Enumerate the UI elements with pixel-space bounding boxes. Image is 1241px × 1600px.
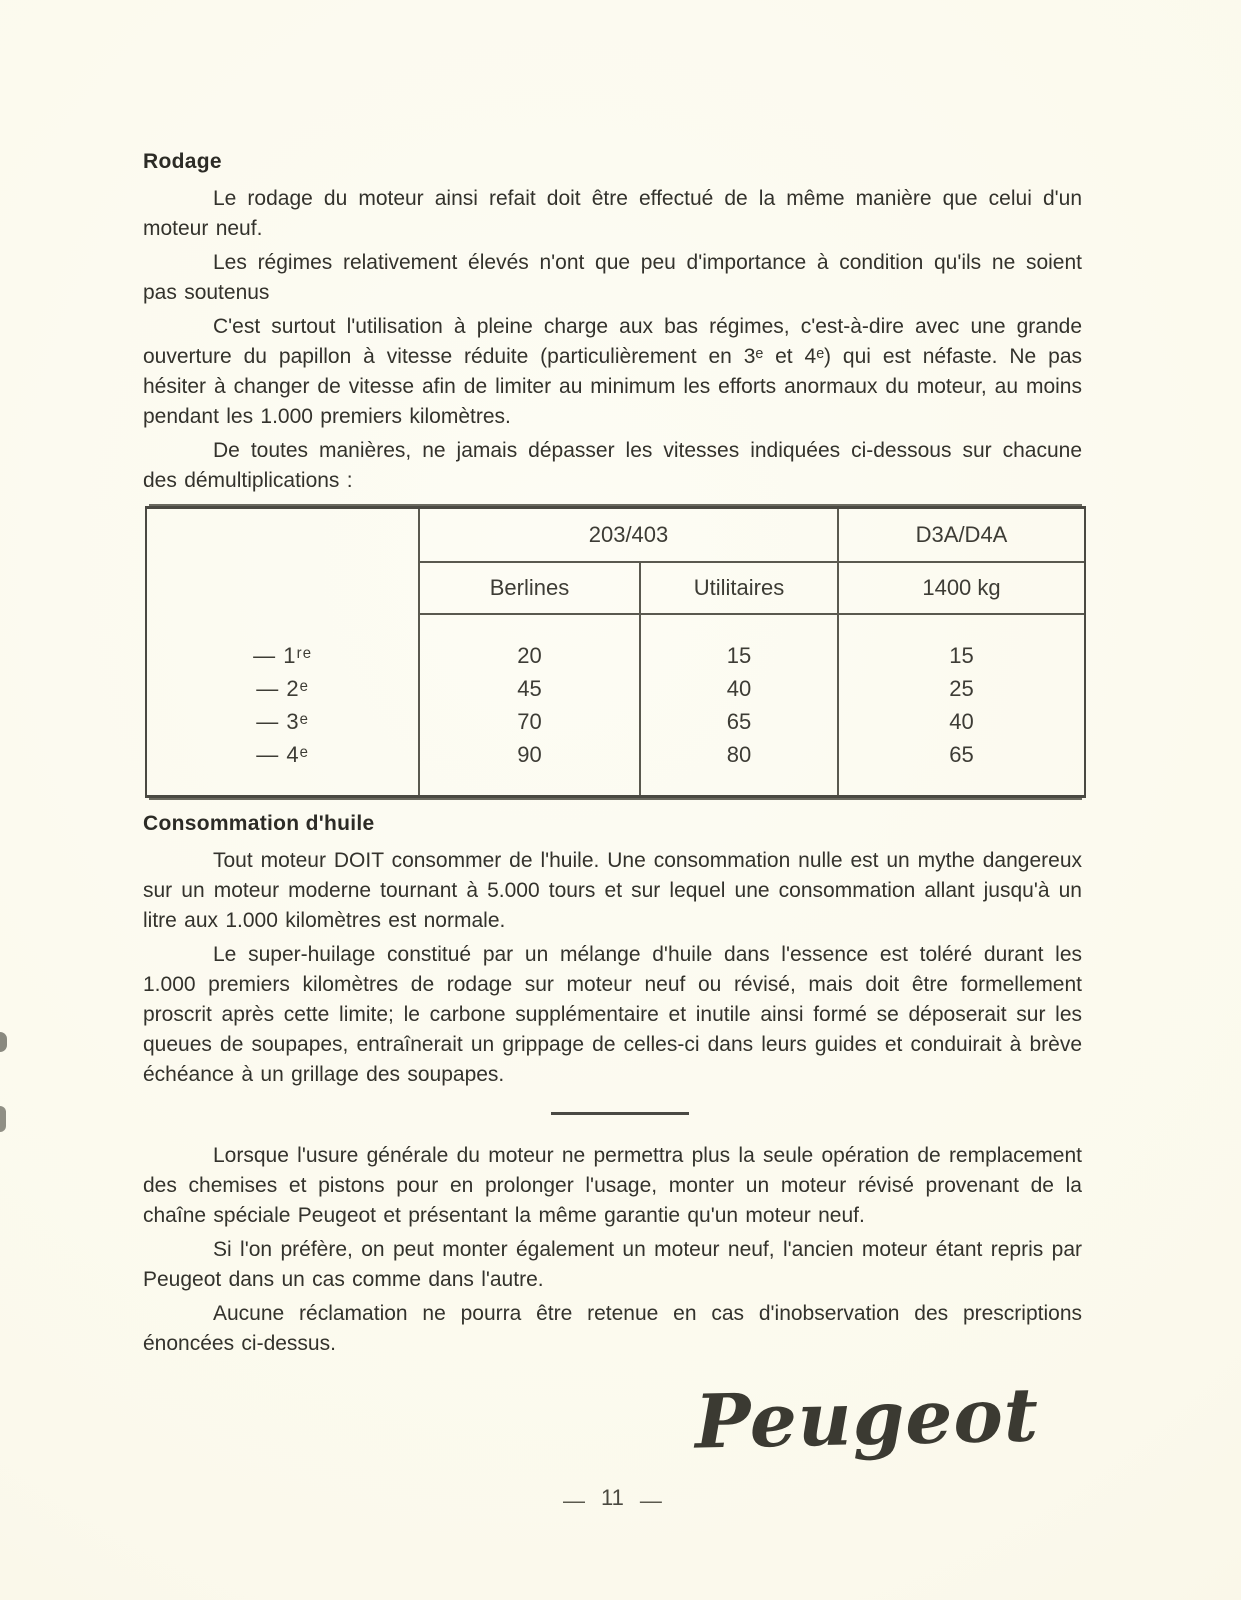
speed-cell: 80 (640, 738, 838, 771)
table-row-gear-4 (147, 738, 1084, 771)
table-row-gear-3 (147, 705, 1084, 738)
peugeot-script-logo: Peugeot (694, 1372, 1040, 1466)
page-number-value: 11 (601, 1485, 624, 1510)
gear-label: — 4ᵉ (256, 741, 309, 767)
gear-label: — 3ᵉ (256, 708, 309, 734)
empty-corner-cell (147, 562, 419, 614)
sub-header-berlines: Berlines (419, 562, 640, 614)
gear-label: — 2ᵉ (256, 675, 309, 701)
rodage-paragraph-4: De toutes manières, ne jamais dépasser les vitesses indiquées ci-dessous sur chacune des démultiplications : (143, 439, 1082, 492)
group-header-d3a-d4a: D3A/D4A (838, 509, 1084, 562)
section-heading-consommation: Consommation d'huile (143, 812, 375, 835)
rodage-paragraph-1: Le rodage du moteur ainsi refait doit être effectué de la même manière que celui d'un moteur neuf. (143, 187, 1082, 240)
remplacement-paragraph-3: Aucune réclamation ne pourra être retenue en cas d'inobservation des prescriptions énoncées ci-dessus. (143, 1302, 1082, 1355)
speed-cell: 90 (419, 738, 640, 771)
max-speed-table (145, 506, 1086, 798)
remplacement-paragraph-2: Si l'on préfère, on peut monter également un moteur neuf, l'ancien moteur étant repris par Peugeot dans un cas comme dans l'autre. (143, 1238, 1082, 1291)
speed-cell: 25 (838, 672, 1084, 705)
scan-artifact-smudge (0, 1106, 6, 1132)
table-sub-header-row (147, 562, 1084, 614)
rodage-paragraph-2: Les régimes relativement élevés n'ont que peu d'importance à condition qu'ils ne soient pas soutenus (143, 251, 1082, 304)
page-content (143, 0, 1082, 1511)
scan-artifact-smudge (0, 1032, 7, 1052)
remplacement-paragraph-1: Lorsque l'usure générale du moteur ne permettra plus la seule opération de remplacement des chemises et pistons pour en prolonger l'usage, monter un moteur révisé provenant de la chaîne spéciale Peugeot et présentant la même garantie qu'un moteur neuf. (143, 1144, 1082, 1227)
gear-label: — 1ʳᵉ (253, 642, 312, 668)
rodage-paragraph-3: C'est surtout l'utilisation à pleine charge aux bas régimes, c'est-à-dire avec une grande ouverture du papillon à vitesse réduite (particulièrement en 3ᵉ et 4ᵉ) qui est néfaste. Ne pas hésiter à changer de vitesse afin de limiter au minimum les efforts anormaux du moteur, au moins pendant les 1.000 premiers kilomètres. (143, 315, 1082, 428)
group-header-203-403: 203/403 (419, 509, 838, 562)
page-number (547, 1485, 1082, 1511)
table-spacer-row (147, 614, 1084, 639)
section-heading-rodage: Rodage (143, 150, 222, 173)
section-divider-rule (551, 1112, 689, 1115)
speed-cell: 45 (419, 672, 640, 705)
speed-cell: 40 (838, 705, 1084, 738)
page-number-left-dash: — (563, 1488, 585, 1513)
sub-header-utilitaires: Utilitaires (640, 562, 838, 614)
consommation-paragraph-1: Tout moteur DOIT consommer de l'huile. Une consommation nulle est un mythe dangereux sur un moteur moderne tournant à 5.000 tours et sur lequel une consommation allant jusqu'à un litre aux 1.000 kilomètres est normale. (143, 849, 1082, 932)
empty-corner-cell (147, 509, 419, 562)
sub-header-1400kg: 1400 kg (838, 562, 1084, 614)
table-group-header-row (147, 509, 1084, 562)
table-row-gear-2 (147, 672, 1084, 705)
table-spacer-row (147, 771, 1084, 795)
speed-cell: 40 (640, 672, 838, 705)
speed-cell: 20 (419, 639, 640, 672)
table-row-gear-1 (147, 639, 1084, 672)
top-margin (143, 0, 1082, 150)
page-number-right-dash: — (639, 1488, 662, 1513)
speed-cell: 65 (640, 705, 838, 738)
speed-cell: 15 (838, 639, 1084, 672)
consommation-paragraph-2: Le super-huilage constitué par un mélange d'huile dans l'essence est toléré durant les 1.000 premiers kilomètres de rodage sur moteur neuf ou révisé, mais doit être formellement proscrit après cette limite; le carbone supplémentaire et inutile ainsi formé se déposerait sur les queues de soupapes, entraînerait un grippage de celles-ci dans leurs guides et conduirait à brève échéance à un grillage des soupapes. (143, 943, 1082, 1086)
speed-cell: 65 (838, 738, 1084, 771)
speed-cell: 70 (419, 705, 640, 738)
speed-cell: 15 (640, 639, 838, 672)
